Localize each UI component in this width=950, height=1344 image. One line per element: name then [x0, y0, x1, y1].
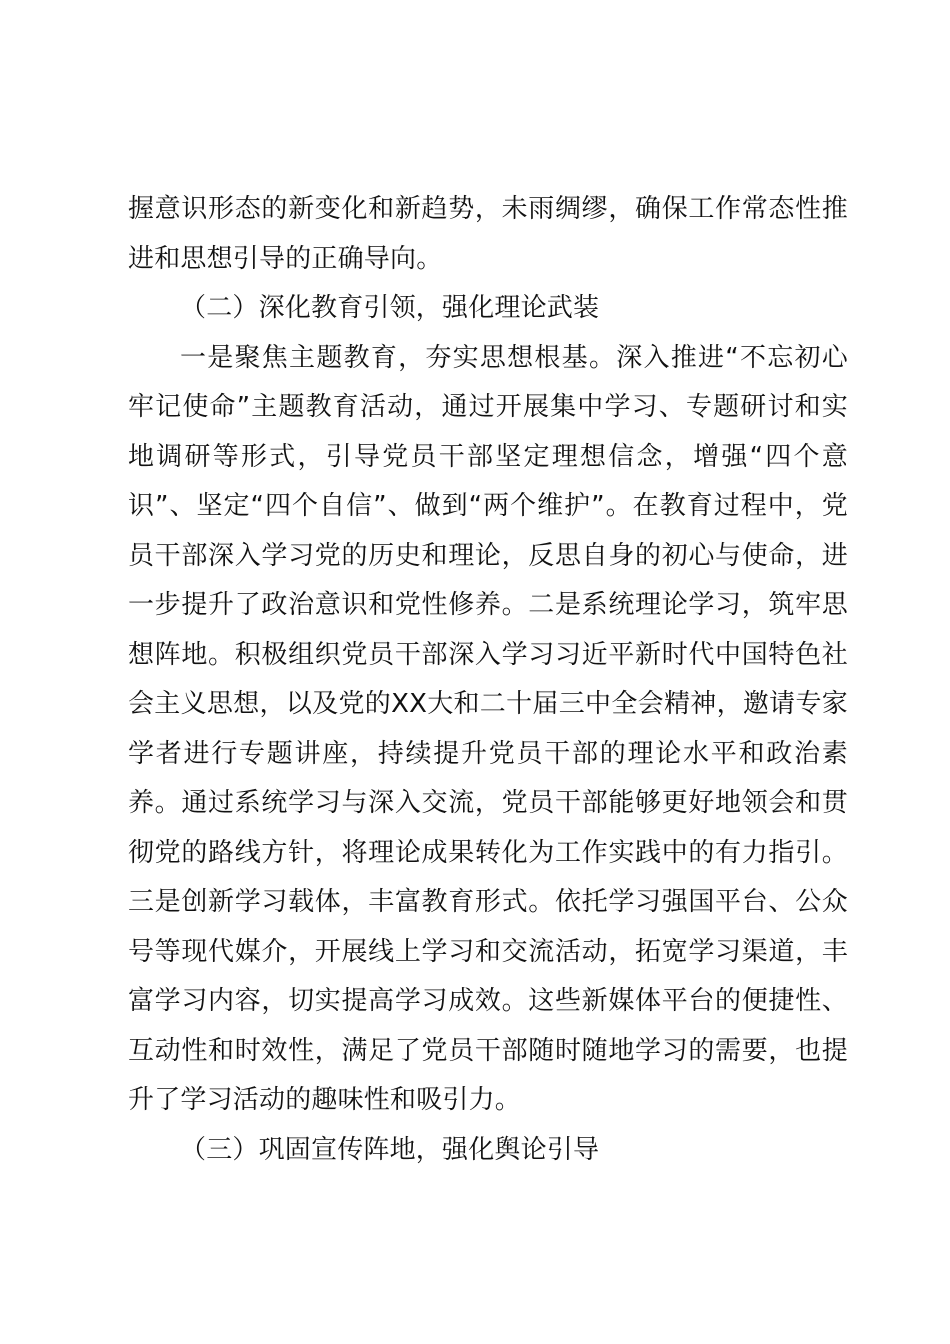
paragraph-body: 一是聚焦主题教育，夯实思想根基。深入推进“不忘初心牢记使命”主题教育活动，通过开展集中学习、专题研讨和实地调研等形式，引导党员干部坚定理想信念，增强“四个意识”、坚定“四个自信”、做到“两个维护”。在教育过程中，党员干部深入学习党的历史和理论，反思自身的初心与使命，进一步提升了政治意识和党性修养。二是系统理论学习，筑牢思想阵地。积极组织党员干部深入学习习近平新时代中国特色社会主义思想，以及党的XX大和二十届三中全会精神，邀请专家学者进行专题讲座，持续提升党员干部的理论水平和政治素养。通过系统学习与深入交流，党员干部能够更好地领会和贯彻党的路线方针，将理论成果转化为工作实践中的有力指引。三是创新学习载体，丰富教育形式。依托学习强国平台、公众号等现代媒介，开展线上学习和交流活动，拓宽学习渠道，丰富学习内容，切实提高学习成效。这些新媒体平台的便捷性、互动性和时效性，满足了党员干部随时随地学习的需要，也提升了学习活动的趣味性和吸引力。: [128, 342, 848, 1115]
section-heading-two: （二）深化教育引领，强化理论武装: [180, 293, 600, 323]
document-body: [128, 185, 848, 1175]
paragraph-continuation: 握意识形态的新变化和新趋势，未雨绸缪，确保工作常态性推进和思想引导的正确导向。: [128, 194, 848, 274]
section-heading-three: （三）巩固宣传阵地，强化舆论引导: [180, 1134, 600, 1165]
